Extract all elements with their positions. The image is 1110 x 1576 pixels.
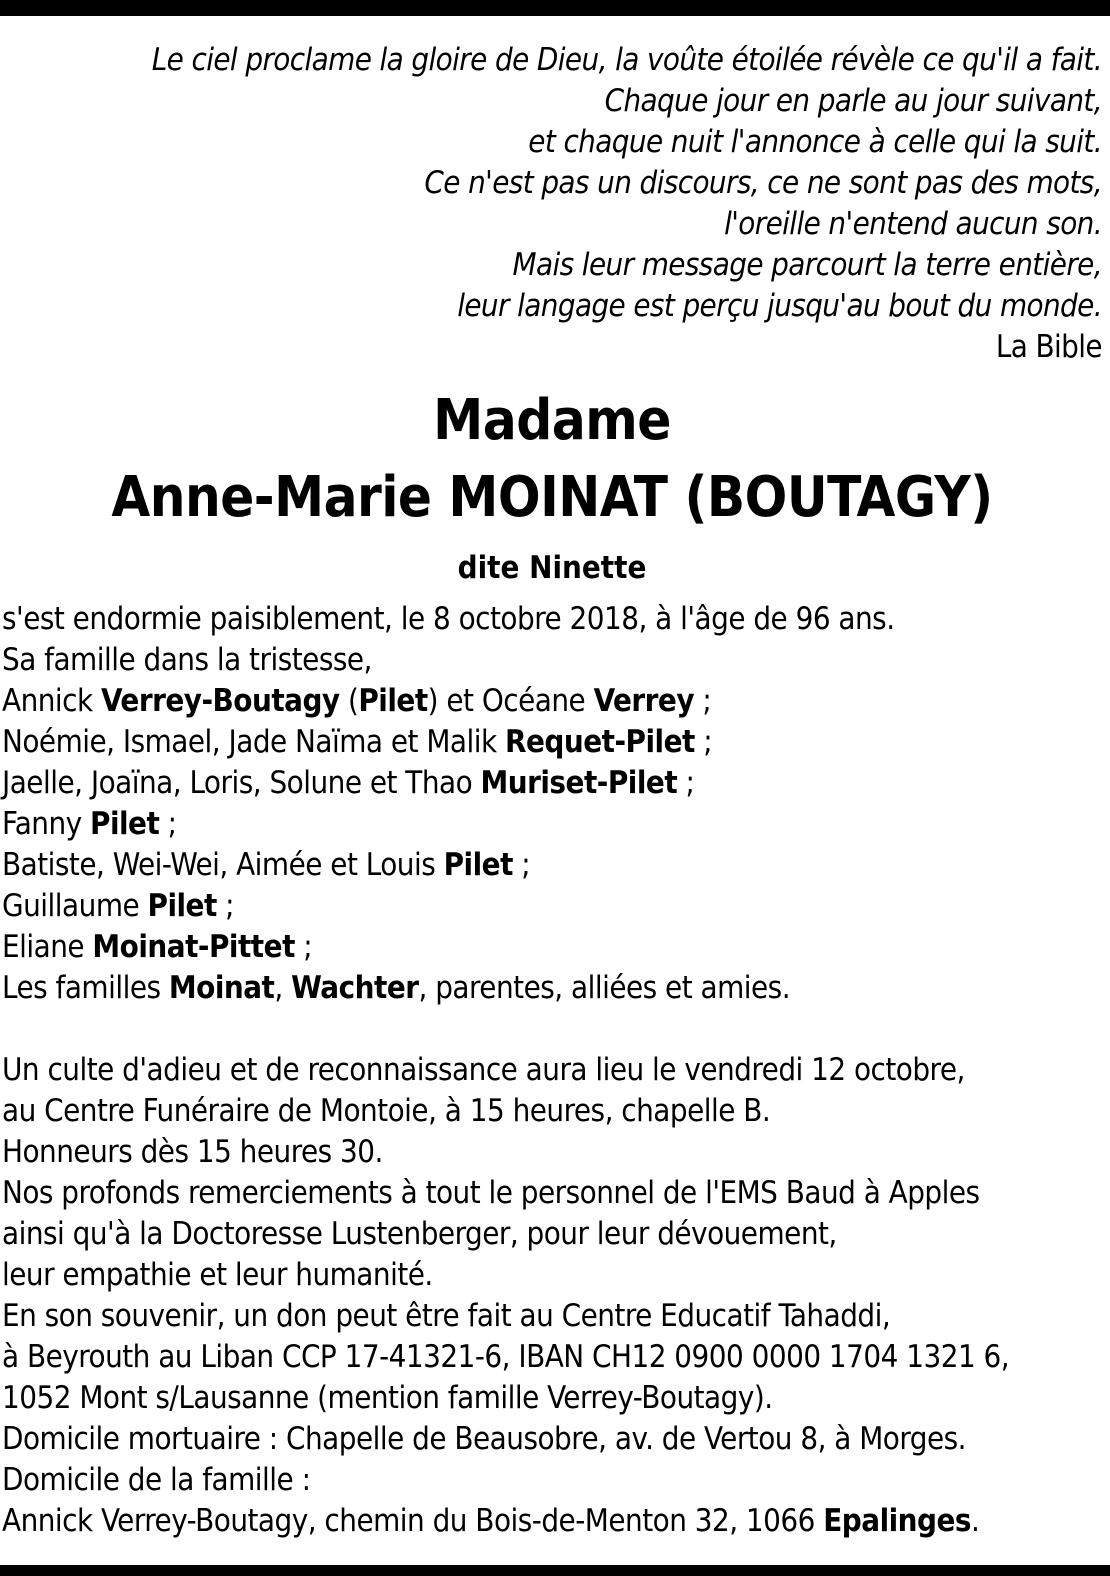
family-surname: Verrey [593,683,695,719]
address-locality: Epalinges [823,1503,972,1539]
family-surname: Moinat-Pittet [92,929,295,965]
family-line: Noémie, Ismael, Jade Naïma et Malik Requet-Pilet ; [2,724,713,760]
verse-line: leur langage est perçu jusqu'au bout du monde. [457,288,1102,324]
family-intro: Sa famille dans la tristesse, [2,642,372,678]
verse-line: Ce n'est pas un discours, ce ne sont pas des mots, [424,165,1102,201]
verse-line: Chaque jour en parle au jour suivant, [604,83,1102,119]
family-line: Jaelle, Joaïna, Loris, Solune et Thao Muriset-Pilet ; [2,765,695,801]
family-surname: Pilet [443,847,513,883]
detail-line: leur empathie et leur humanité. [2,1257,433,1293]
family-surname: Pilet [147,888,217,924]
family-surname: Muriset-Pilet [480,765,678,801]
detail-line: Un culte d'adieu et de reconnaissance aura lieu le vendredi 12 octobre, [2,1052,965,1088]
family-surname: Moinat [168,970,275,1006]
detail-line: Domicile de la famille : [2,1462,311,1498]
detail-line: ainsi qu'à la Doctoresse Lustenberger, pour leur dévouement, [2,1216,837,1252]
family-surname: Pilet [358,683,428,719]
detail-line: En son souvenir, un don peut être fait au Centre Educatif Tahaddi, [2,1298,891,1334]
family-surname: Requet-Pilet [504,724,695,760]
detail-line: Domicile mortuaire : Chapelle de Beausobre, av. de Vertou 8, à Morges. [2,1421,967,1457]
family-line: Annick Verrey-Boutagy (Pilet) et Océane Verrey ; [2,683,712,719]
verse-line: et chaque nuit l'annonce à celle qui la suit. [528,124,1102,160]
verse-line: l'oreille n'entend aucun son. [724,206,1102,242]
family-surname: Verrey-Boutagy [101,683,340,719]
bible-verse [152,40,1102,368]
family-line: Les familles Moinat, Wachter, parentes, alliées et amies. [2,970,791,1006]
detail-line: au Centre Funéraire de Montoie, à 15 heures, chapelle B. [2,1093,771,1129]
verse-line: Mais leur message parcourt la terre entière, [512,247,1102,283]
deceased-nickname: dite Ninette [457,550,647,586]
honorific-title: Madame [433,388,671,453]
family-line: Eliane Moinat-Pittet ; [2,929,313,965]
paragraph-spacer [2,1009,1009,1050]
top-border-rule [0,0,1110,16]
announcement-body [2,599,1009,1542]
family-line: Guillaume Pilet ; [2,888,235,924]
bottom-border-rule [0,1565,1110,1576]
verse-line: Le ciel proclame la gloire de Dieu, la voûte étoilée révèle ce qu'il a fait. [151,42,1102,78]
detail-line: 1052 Mont s/Lausanne (mention famille Verrey-Boutagy). [2,1380,773,1416]
family-address: Annick Verrey-Boutagy, chemin du Bois-de-Menton 32, 1066 Epalinges. [2,1503,980,1539]
passing-statement: s'est endormie paisiblement, le 8 octobre 2018, à l'âge de 96 ans. [2,601,895,637]
verse-source: La Bible [995,329,1102,365]
detail-line: Honneurs dès 15 heures 30. [2,1134,383,1170]
family-surname: Pilet [90,806,160,842]
family-line: Batiste, Wei-Wei, Aimée et Louis Pilet ; [2,847,531,883]
detail-line: à Beyrouth au Liban CCP 17-41321-6, IBAN CH12 0900 0000 1704 1321 6, [2,1339,1010,1375]
detail-line: Nos profonds remerciements à tout le personnel de l'EMS Baud à Apples [2,1175,980,1211]
deceased-heading [0,382,1104,588]
family-line: Fanny Pilet ; [2,806,177,842]
deceased-full-name: Anne-Marie MOINAT (BOUTAGY) [111,465,993,530]
family-surname: Wachter [291,970,419,1006]
